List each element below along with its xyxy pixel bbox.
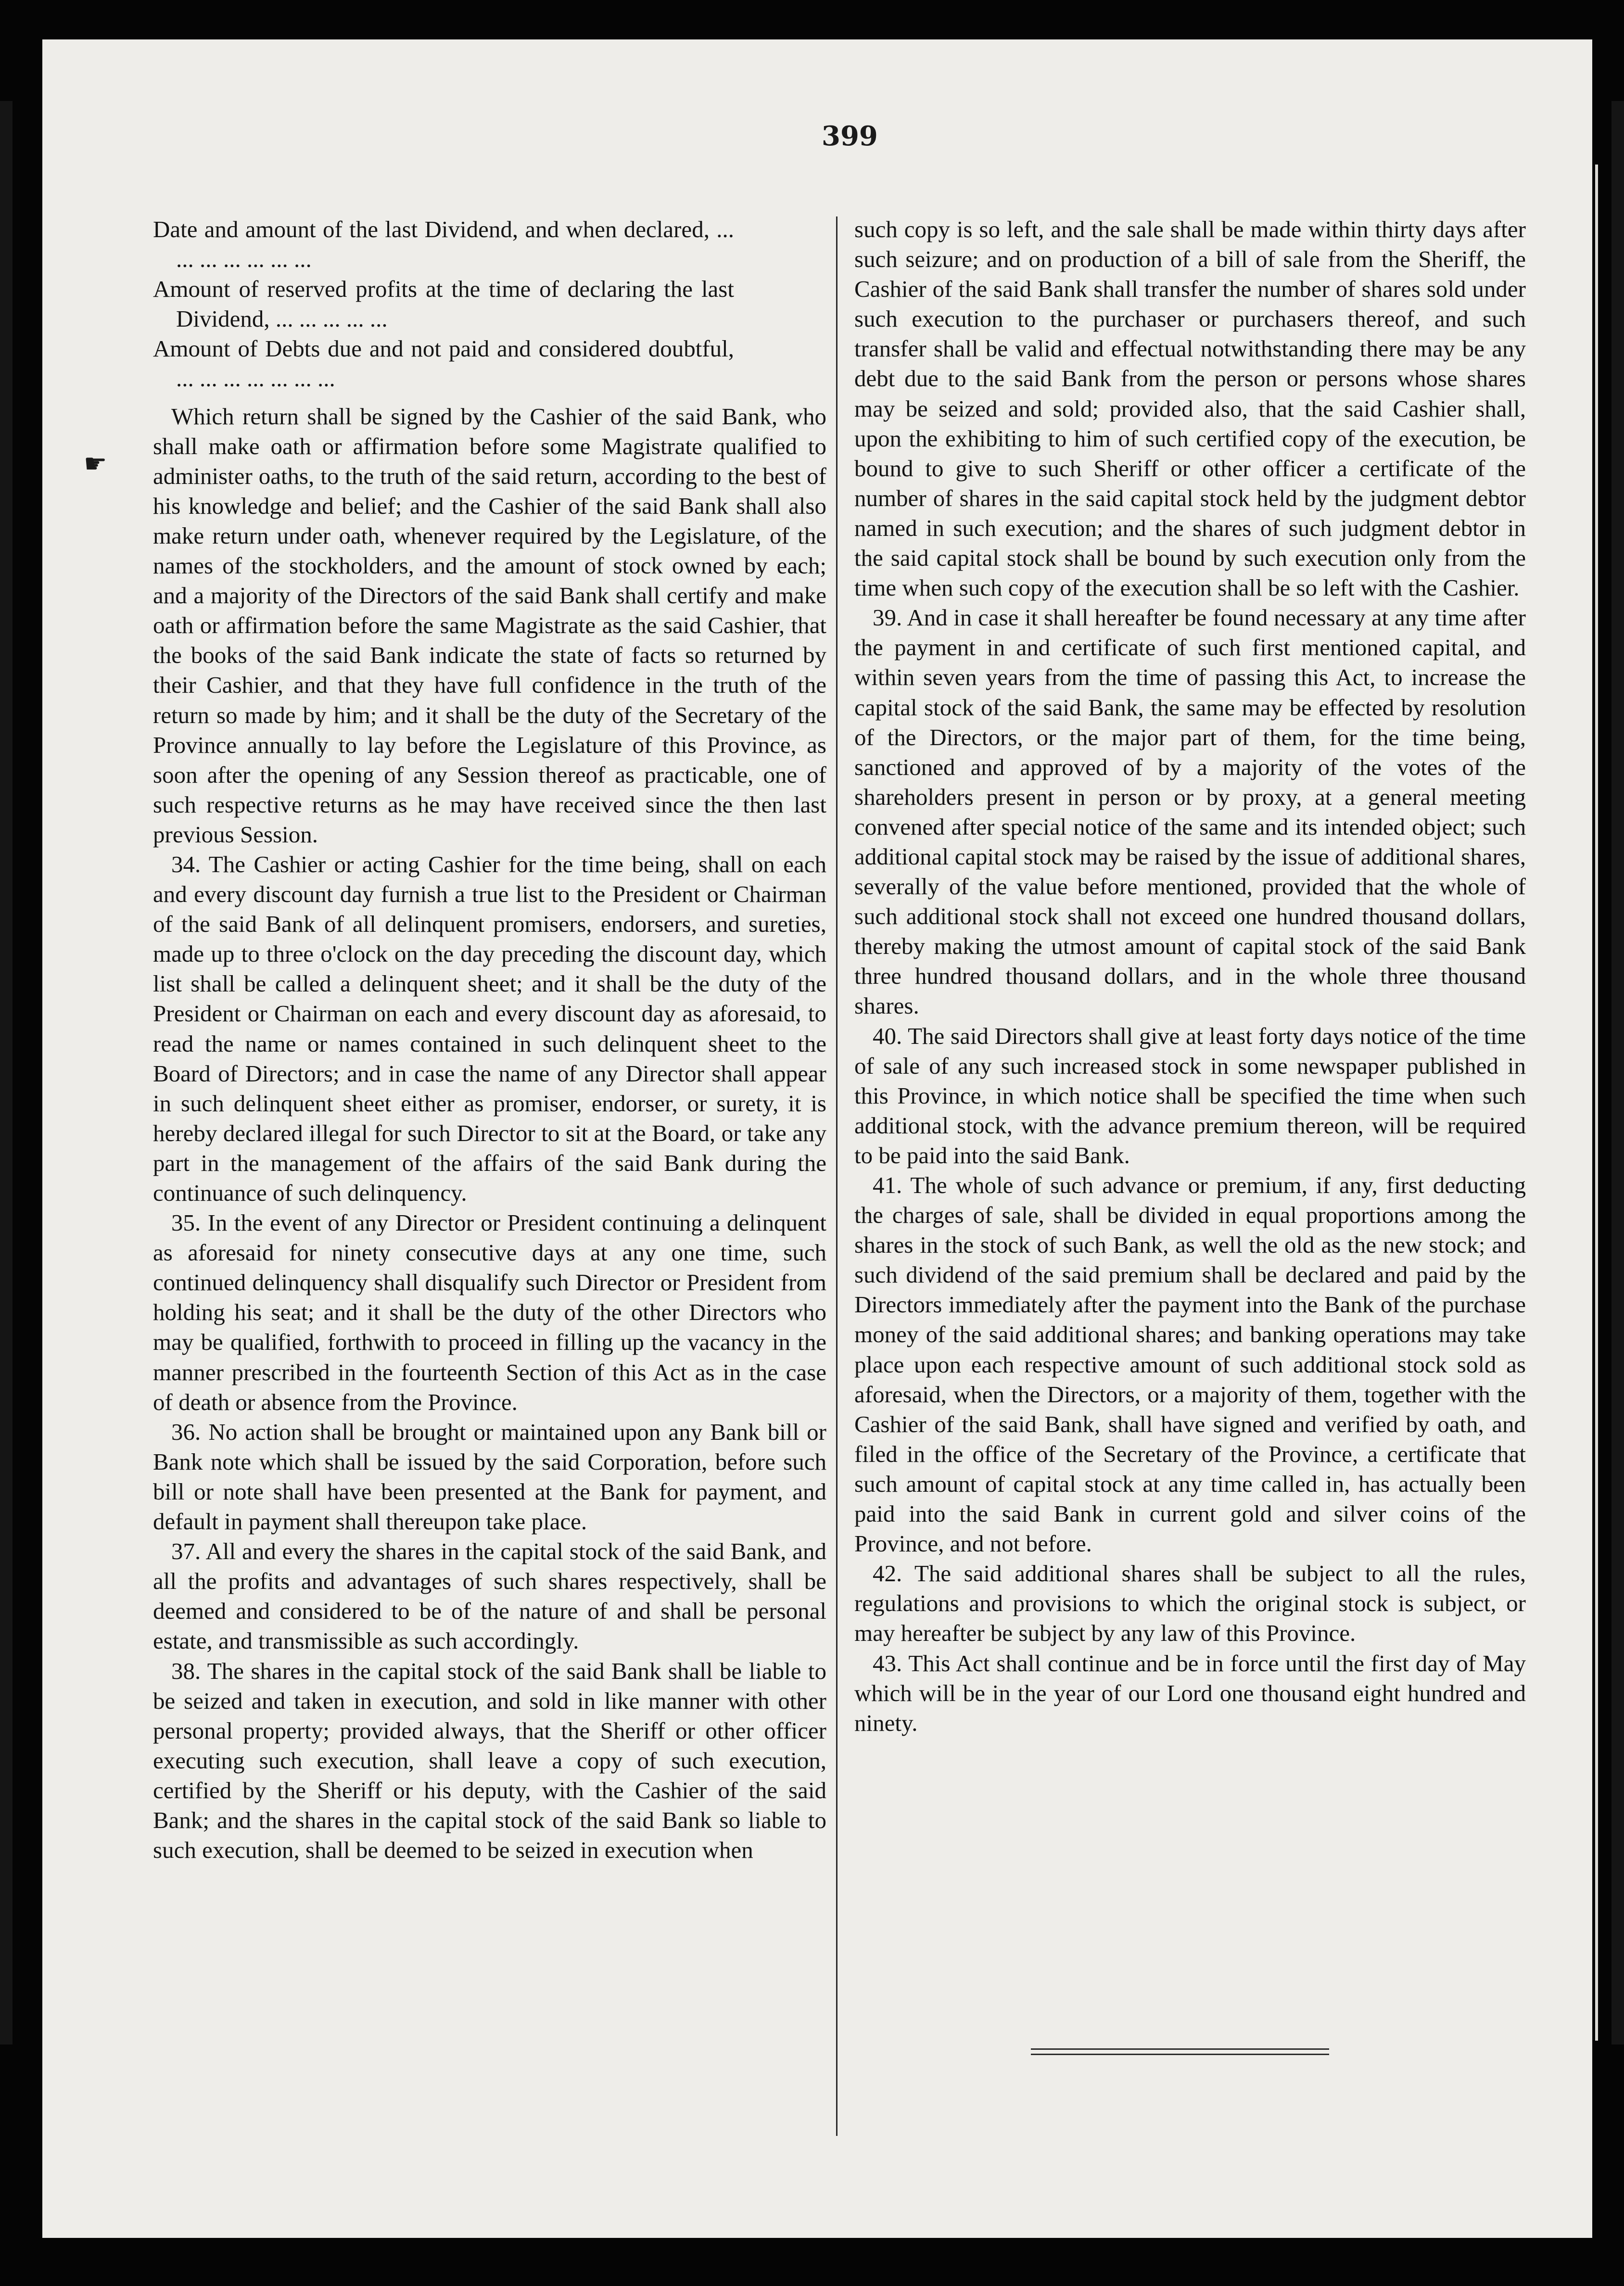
section-36: 36. No action shall be brought or maintained upon any Bank bill or Bank note which shall be issued by the said Corporation, before such bill or note shall have been presented at the Bank for payment, and default in payment shall thereupon take place. (153, 1418, 826, 1535)
section-37: 37. All and every the shares in the capital stock of the said Bank, and all the profits and advantages of such shares respectively, shall be deemed and considered to be of the nature of and shall be personal estate, and transmissible as such accordingly. (153, 1538, 826, 1654)
scan-edge-left (0, 101, 13, 2045)
document-page (42, 39, 1592, 2238)
paragraph-return-signature: Which return shall be signed by the Cashier of the said Bank, who shall make oath or affirmation before some Magistrate qualified to administer oaths, to the truth of the said return, according to the best of his knowledge and belief; and the Cashier of the said Bank shall also make return under oath, whenever required by the Legislature, of the names of the stockholders, and the amount of stock owned by each; and a majority of the Directors of the said Bank shall certify and make oath or affirmation before the same Magistrate as the said Cashier, that the books of the said Bank indicate the state of facts so returned by their Cashier, and that they have full confidence in the truth of the return so made by him; and it shall be the duty of the Secretary of the Province annually to lay before the Legislature of this Province, as soon after the opening of any Session thereof as practicable, one of such respective returns as he may have received since the then last previous Session. (153, 403, 826, 848)
right-column (854, 215, 1526, 1738)
column-divider (836, 216, 837, 2136)
section-34: 34. The Cashier or acting Cashier for the time being, shall on each and every discount day furnish a true list to the President or Chairman of the said Bank of all delinquent promisers, endorsers, and sureties, made up to three o'clock on the day preceding the discount day, which list shall be called a delinquent sheet; and it shall be the duty of the President or Chairman on each and every discount day as aforesaid, to read the name or names contained in such delinquent sheet to the Board of Directors; and in case the name of any Director shall appear in such delinquent sheet either as promiser, endorser, or surety, it is hereby declared illegal for such Director to sit at the Board, or take any part in the management of the affairs of the said Bank during the continuance of such delinquency. (153, 851, 826, 1206)
section-41: 41. The whole of such advance or premium, if any, first deducting the charges of sale, shall be divided in equal proportions among the shares in the stock of such Bank, as well the old as the new stock; and such dividend of the said premium shall be declared and paid by the Directors immediately after the payment into the Bank of the purchase money of the said additional shares; and banking operations may take place upon each respective amount of such additional stock sold as aforesaid, when the Directors, or a majority of them, together with the Cashier of the said Bank, shall have signed and verified by oath, and filed in the office of the Secretary of the Province, a certificate that such amount of capital stock at any time called in, has actually been paid into the said Bank in current gold and silver coins of the Province, and not before. (854, 1172, 1526, 1557)
section-40: 40. The said Directors shall give at least forty days notice of the time of sale of any such increased stock in some newspaper published in this Province, in which notice shall be specified the time when such additional stock, with the advance premium thereon, will be required to be paid into the said Bank. (854, 1022, 1526, 1168)
section-38-continued: such copy is so left, and the sale shall be made within thirty days after such seizure; and on production of a bill of sale from the Sheriff, the Cashier of the said Bank shall transfer the number of shares sold under such execution to the purchaser or purchasers thereof, and such transfer shall be valid and effectual notwithstanding there may be any debt due to the said Bank from the person or persons whose shares may be seized and sold; provided also, that the said Cashier shall, upon the exhibiting to him of such certified copy of the execution, be bound to give to such Sheriff or other officer a certificate of the number of shares in the said capital stock held by the judgment debtor named in such execution; and the shares of such judgment debtor in the said capital stock shall be bound by such execution only from the time when such copy of the execution shall be so left with the Cashier. (854, 216, 1526, 601)
page-number: 399 (822, 120, 878, 152)
section-43: 43. This Act shall continue and be in force until the first day of May which will be in the year of our Lord one thousand eight hundred and ninety. (854, 1650, 1526, 1736)
end-double-rule (1031, 2048, 1329, 2055)
section-38: 38. The shares in the capital stock of the said Bank shall be liable to be seized and taken in execution, and sold in like manner with other personal property; provided always, that the Sheriff or other officer executing such execution, shall leave a copy of such execution, certified by the Sheriff or his deputy, with the Cashier of the said Bank; and the shares in the capital stock of the said Bank so liable to such execution, shall be deemed to be seized in execution when (153, 1657, 826, 1864)
margin-pointer-mark: ☛ (84, 448, 107, 479)
left-column (153, 215, 826, 1865)
scan-edge-right (1611, 101, 1624, 2045)
return-item: Amount of reserved profits at the time of declaring the last Dividend, ... ... ... ... ... (153, 276, 734, 332)
section-39: 39. And in case it shall hereafter be found necessary at any time after the payment in and certificate of such first mentioned capital, and within seven years from the time of passing this Act, to increase the capital stock of the said Bank, the same may be effected by resolution of the Directors, or the major part of them, for the time being, sanctioned and approved of by a majority of the votes of the shareholders present in person or by proxy, at a general meeting convened after special notice of the same and its intended object; such additional capital stock may be raised by the issue of additional shares, severally of the value before mentioned, provided that the whole of such additional stock shall not exceed one hundred thousand dollars, thereby making the utmost amount of capital stock of the said Bank three hundred thousand dollars, and in the whole three thousand shares. (854, 604, 1526, 1019)
return-item: Amount of Debts due and not paid and considered doubtful, ... ... ... ... ... ... ... (153, 335, 734, 392)
scan-artifact-line (1595, 165, 1598, 2041)
section-35: 35. In the event of any Director or President continuing a delinquent as aforesaid for ninety consecutive days at any one time, such continued delinquency shall disqualify such Director or President from holding his seat; and it shall be the duty of the other Directors who may be qualified, forthwith to proceed in filling up the vacancy in the manner prescribed in the fourteenth Section of this Act as in the case of death or absence from the Province. (153, 1209, 826, 1415)
section-42: 42. The said additional shares shall be subject to all the rules, regulations and provisions to which the original stock is subject, or may hereafter be subject by any law of this Province. (854, 1560, 1526, 1647)
return-item: Date and amount of the last Dividend, and when declared, ... ... ... ... ... ... ... (153, 216, 734, 273)
